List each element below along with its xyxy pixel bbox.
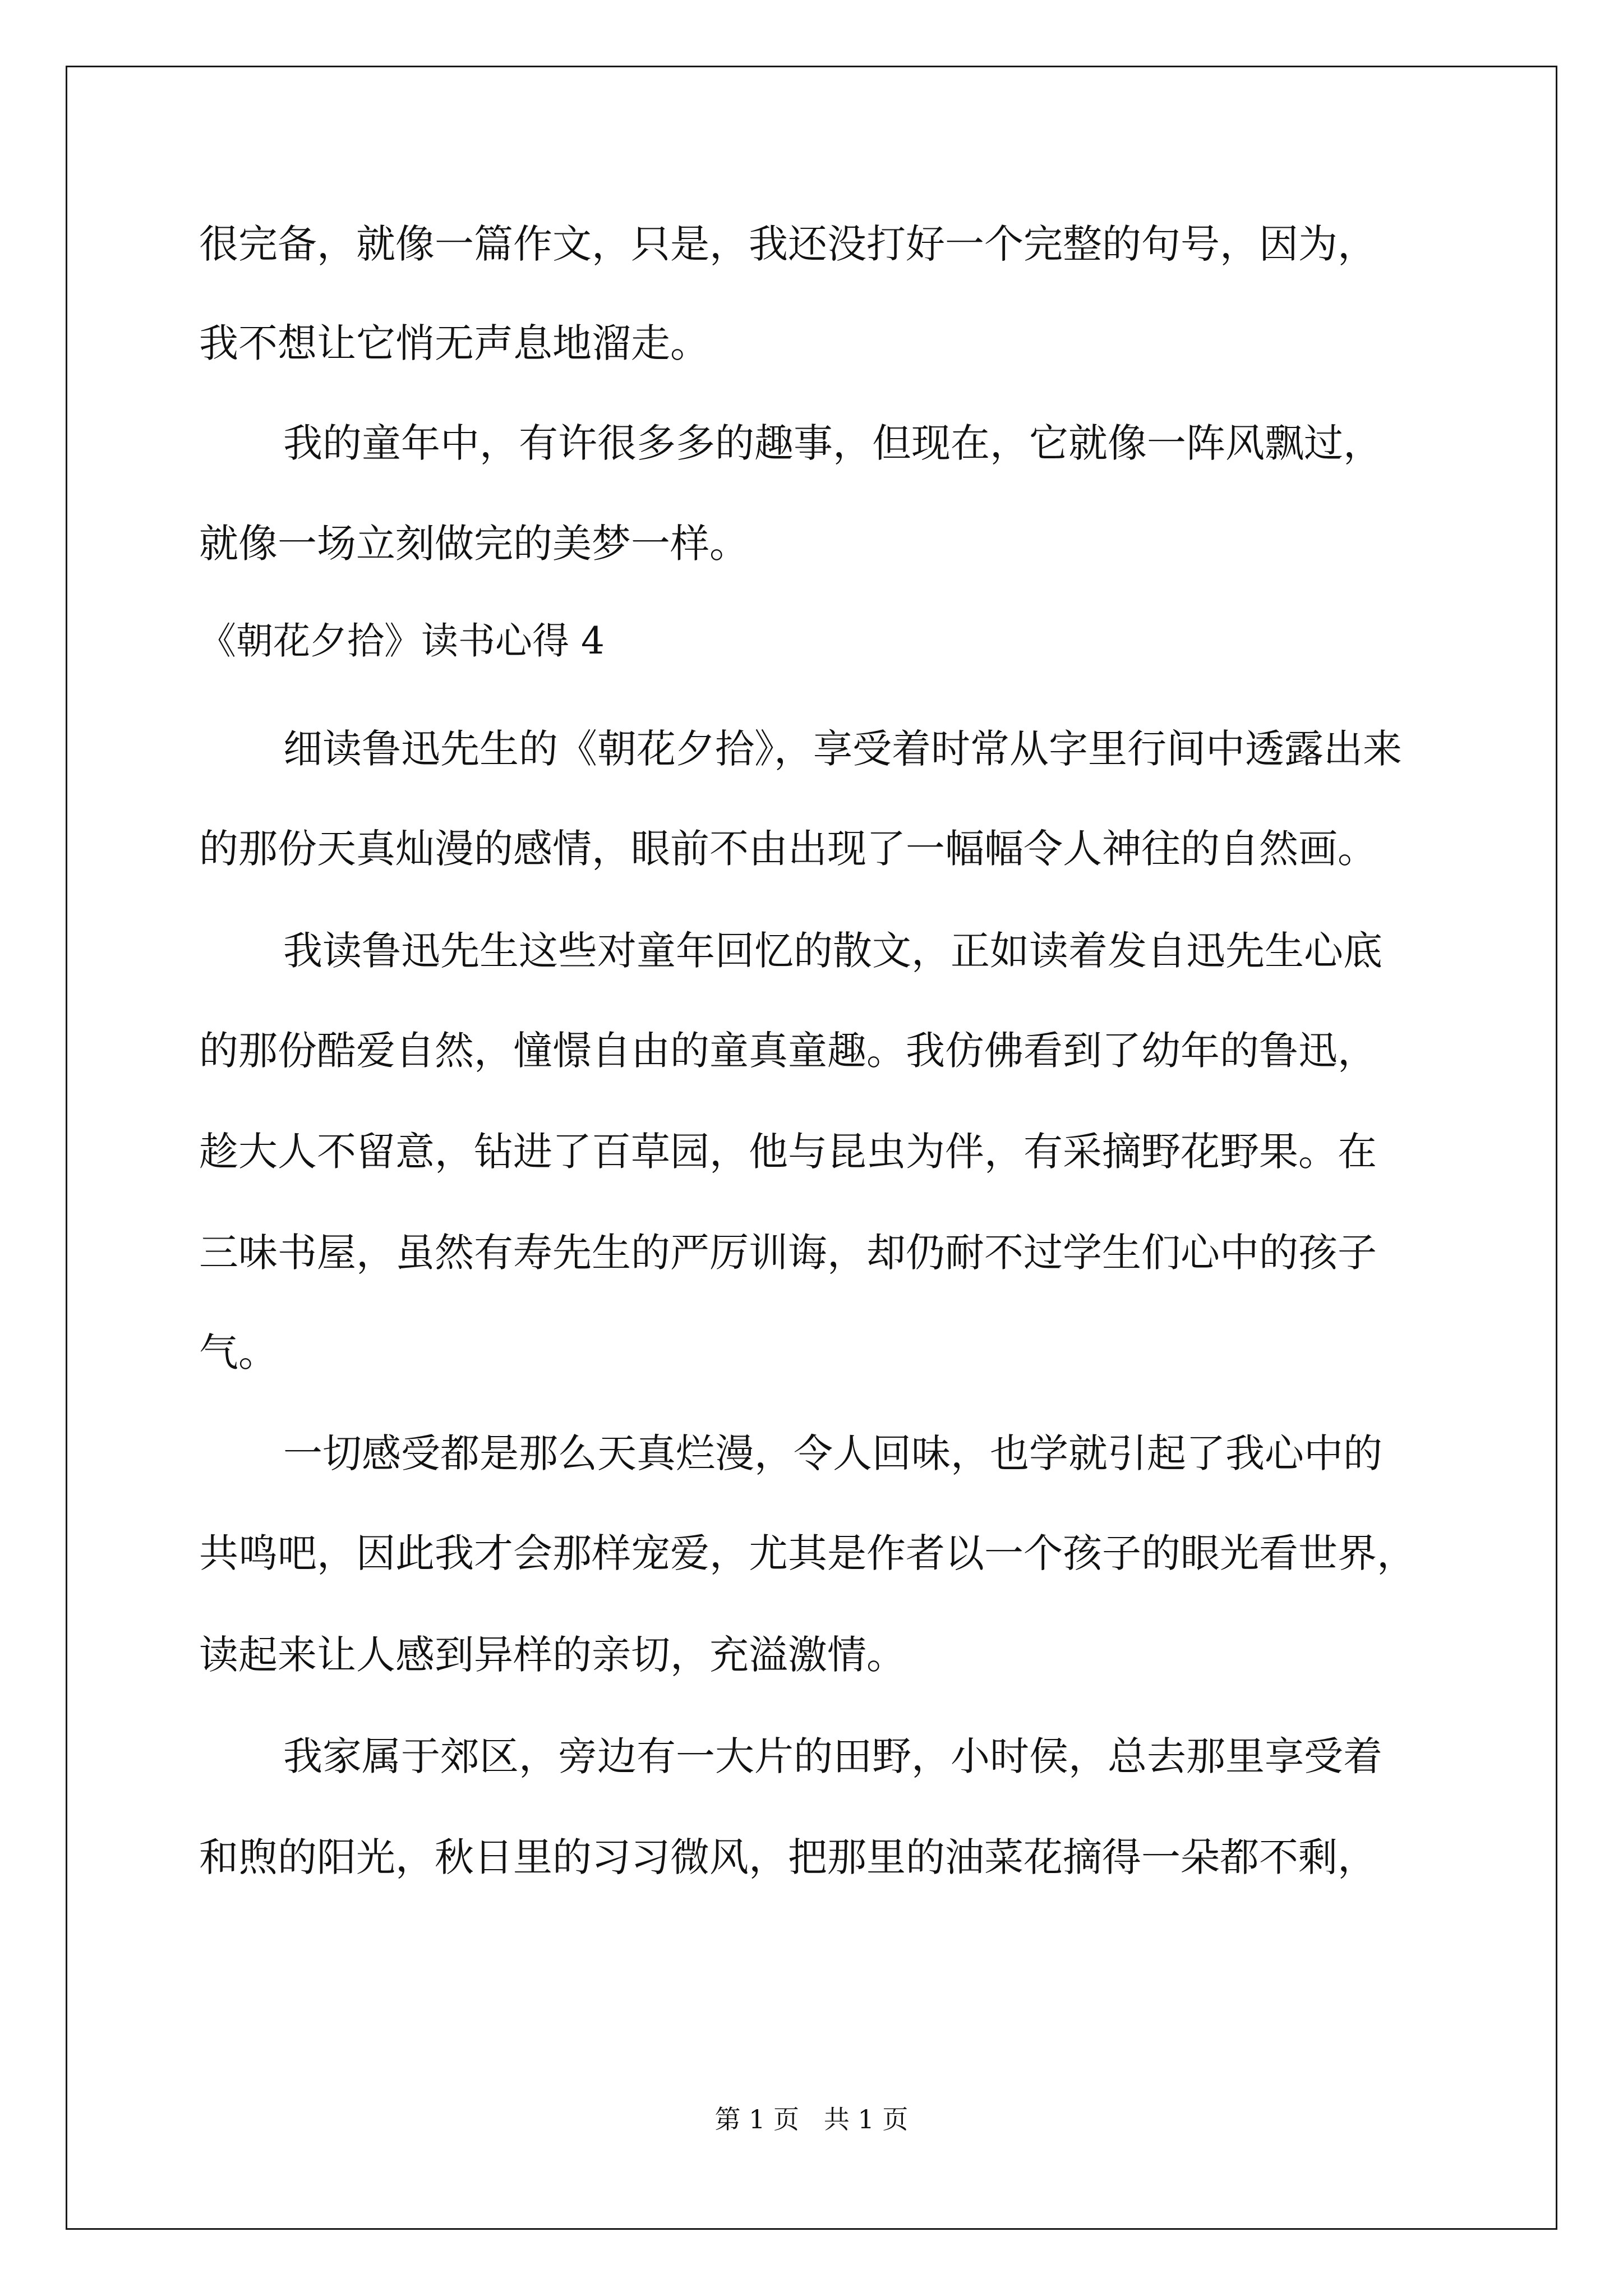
section-heading: 《朝花夕拾》读书心得 4 bbox=[199, 619, 605, 662]
text-line-6: 细读鲁迅先生的《朝花夕拾》，享受着时常从字里行间中透露出来 bbox=[283, 726, 1402, 772]
text-line-2: 我不想让它悄无声息地溜走。 bbox=[199, 320, 709, 366]
text-line-9: 的那份酷爱自然，憧憬自由的童真童趣。我仿佛看到了幼年的鲁迅， bbox=[199, 1028, 1377, 1074]
text-line-14: 共鸣吧，因此我才会那样宠爱，尤其是作者以一个孩子的眼光看世界， bbox=[199, 1530, 1416, 1576]
text-line-11: 三味书屋，虽然有寿先生的严厉训诲，却仍耐不过学生们心中的孩子 bbox=[199, 1230, 1377, 1276]
text-line-8: 我读鲁迅先生这些对童年回忆的散文，正如读着发自迅先生心底 bbox=[283, 928, 1382, 974]
text-line-17: 和煦的阳光，秋日里的习习微风，把那里的油菜花摘得一朵都不剩， bbox=[199, 1834, 1377, 1880]
text-line-7: 的那份天真灿漫的感情，眼前不由出现了一幅幅令人神往的自然画。 bbox=[199, 826, 1377, 872]
text-line-16: 我家属于郊区，旁边有一大片的田野，小时侯，总去那里享受着 bbox=[283, 1733, 1382, 1779]
text-line-1: 很完备，就像一篇作文，只是，我还没打好一个完整的句号，因为， bbox=[199, 221, 1377, 267]
text-line-4: 就像一场立刻做完的美梦一样。 bbox=[199, 521, 749, 567]
text-line-15: 读起来让人感到异样的亲切，充溢激情。 bbox=[199, 1632, 906, 1678]
page-footer: 第 1 页 共 1 页 bbox=[714, 2104, 909, 2134]
text-line-10: 趁大人不留意，钻进了百草园，他与昆虫为伴，有采摘野花野果。在 bbox=[199, 1129, 1377, 1175]
text-line-13: 一切感受都是那么天真烂漫，令人回味，也学就引起了我心中的 bbox=[283, 1430, 1382, 1476]
text-line-3: 我的童年中，有许很多多的趣事，但现在，它就像一阵风飘过， bbox=[283, 420, 1382, 466]
text-line-12: 气。 bbox=[199, 1329, 278, 1375]
